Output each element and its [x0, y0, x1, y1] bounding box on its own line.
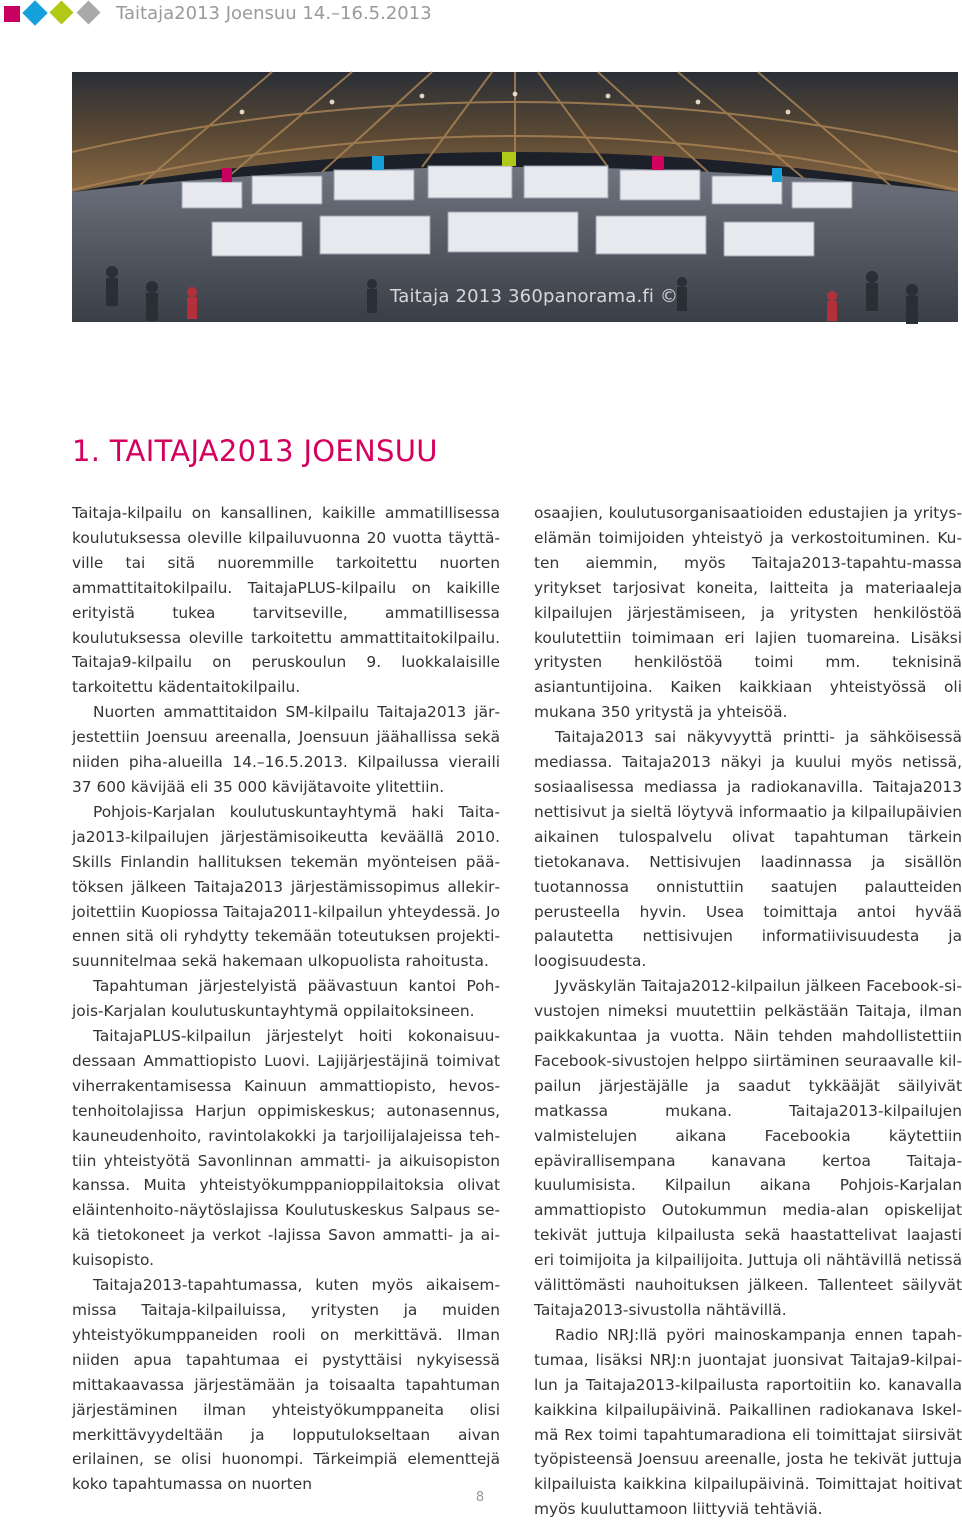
paragraph: Pohjois-Karjalan koulutuskuntayhtymä haki Taitaja2013-kilpailujen järjestämisoikeutta keväällä 2010. Skills Finlandin hallituksen tekemän myönteisen päätöksen jälkeen Taitaja2013 järjestämissopimus allekirjoitettiin Kuopiossa Taitaja2011-kilpailun yhteydessä. Jo ennen sitä oli ryhdytty tekemään toteutuksen projektisuunnitelmaa sekä hakemaan ulkopuolista rahoitusta. — [72, 802, 500, 971]
page-number: 8 — [475, 1490, 485, 1505]
paragraph: Taitaja2013-tapahtumassa, kuten myös aikaisemmissa Taitaja-kilpailuissa, yritysten ja muiden yhteistyökumppaneiden rooli on merkittävä. Ilman niiden apua tapahtumaa ei pystyttäisi nykyisessä mittakaavassa järjestämään ja toisaalta tapahtuman järjestäminen ilman yhteistyökumppaneita olisi merkittävyydeltään ja lopputulokseltaan aivan erilainen, se olisi huonompi. Tärkeimpiä elementtejä koko tapahtumassa on nuorten — [72, 1276, 500, 1494]
paragraph: Jyväskylän Taitaja2012-kilpailun jälkeen Facebook-sivustojen nimeksi muutettiin pelkästään Taitaja, ilman paikkakuntaa ja vuotta. Näin tehden mahdollistettiin Facebook-sivustojen helppo siirtäminen seuraavalle kilpailun järjestäjälle ja saadut tykkääjät säilyivät matkassa mukana. Taitaja2013-kilpailujen valmistelujen aikana Facebookia käytettiin epävirallisempana kanavana kertoa Taitaja-kuulumisista. Kilpailun aikana Pohjois-Karjalan ammattiopisto Outokummun media-alan opiskelijat tekivät juttuja kilpailusta sekä haastattelivat laajasti eri toimijoita ja kilpailijoita. Juttuja oli nähtävillä netissä välittömästi nauhoituksen jälkeen. Tallenteet säilyvät Taitaja2013-sivustolla nähtävillä. — [534, 977, 962, 1319]
paragraph: Taitaja2013 sai näkyvyyttä printti- ja sähköisessä mediassa. Taitaja2013 näkyi ja kuului myös netissä, sosiaalisessa mediassa ja radiokanavilla. Taitaja2013 nettisivut ja sieltä löytyvä informaatio ja kilpailupäivien aikainen tulospalvelu olivat tapahtuman tärkein tietokanava. Nettisivujen laadinnassa ja sisällön tuotannossa onnistuttiin saatujen palautteiden perusteella hyvin. Usea toimittaja antoi hyvää palautetta nettisivujen informatiivisuudesta ja loogisuudesta. — [534, 728, 962, 971]
section-heading: 1. TAITAJA2013 JOENSUU — [72, 434, 438, 468]
paragraph: Taitaja-kilpailu on kansallinen, kaikille ammatillisessa koulutuksessa oleville kilpailuvuonna 20 vuotta täyttäville tai sitä nuoremmille tarkoitettu nuorten ammattitaitokilpailu. TaitajaPLUS-kilpailu on kaikille erityistä tukea tarvitseville, ammatillisessa koulutuksessa oleville tarkoitettu ammattitaitokilpailu. Taitaja9-kilpailu on peruskoulun 9. luokkalaisille tarkoitettu kädentaitokilpailu. — [72, 504, 500, 697]
right-text-column — [534, 501, 962, 1522]
paragraph: Nuorten ammattitaidon SM-kilpailu Taitaja2013 järjestettiin Joensuu areenalla, Joensuun jäähallissa sekä niiden piha-alueilla 14.–16.5.2013. Kilpailussa vieraili 37 600 kävijää eli 35 000 kävijätavoite ylitettiin. — [72, 703, 500, 796]
green-diamond-icon — [49, 0, 73, 24]
paragraph: Tapahtuman järjestelyistä päävastuun kantoi Pohjois-Karjalan koulutuskuntayhtymä oppilaitoksineen. — [72, 977, 500, 1021]
photo-watermark: Taitaja 2013 360panorama.fi © — [390, 286, 679, 307]
paragraph: Radio NRJ:llä pyöri mainoskampanja ennen tapahtumaa, lisäksi NRJ:n juontajat juonsivat Taitaja9-kilpailun ja Taitaja2013-kilpailusta raportoitiin ko. kanavalla kaikkina kilpailupäivinä. Paikallinen radiokanava Iskelmä Rex toimi tapahtumaradiona eli toimittajat siirsivät työpisteensä Joensuu areenalle, josta he tekivät juttuja kilpailuista kaikkina kilpailupäivinä. Toimittajat hoitivat myös kuuluttamoon liittyviä tehtäviä. — [534, 1325, 962, 1519]
grey-diamond-icon — [76, 0, 100, 24]
magenta-square-icon — [4, 6, 20, 22]
paragraph: TaitajaPLUS-kilpailun järjestelyt hoiti kokonaisuudessaan Ammattiopisto Luovi. Lajijärjestäjinä toimivat viherrakentamisessa Kainuun ammattiopisto, hevostenhoitolajissa Harjun oppimiskeskus; autonasennus, kauneudenhoito, ravintolakokki ja tarjoilijalajeissa tehtiin yhteistyötä Savonlinnan ammatti- ja aikuisopiston kanssa. Muita yhteistyökumppanioppilaitoksia olivat eläintenhoito-näytöslajissa Koulutuskeskus Salpaus sekä tietokoneet ja verkot -lajissa Savon ammatti- ja aikuisopisto. — [72, 1027, 500, 1270]
arena-panorama-photo — [72, 72, 958, 322]
blue-diamond-icon — [22, 0, 47, 25]
page-header — [0, 0, 960, 30]
left-text-column — [72, 501, 500, 1497]
paragraph: osaajien, koulutusorganisaatioiden edustajien ja yrityselämän toimijoiden yhteistyö ja verkostoituminen. Kuten aiemmin, myös Taitaja2013-tapahtu-massa yritykset tarjosivat koneita, laitteita ja materiaaleja kilpailujen järjestämiseen, ja yritysten henkilöstöä koulutettiin toimimaan eri lajien tuomareina. Lisäksi yritysten henkilöstöä toimi mm. teknisinä asiantuntijoina. Kaiken kaikkiaan yhteistyössä oli mukana 350 yritystä ja yhteisöä. — [534, 504, 962, 722]
header-title: Taitaja2013 Joensuu 14.–16.5.2013 — [116, 3, 432, 24]
